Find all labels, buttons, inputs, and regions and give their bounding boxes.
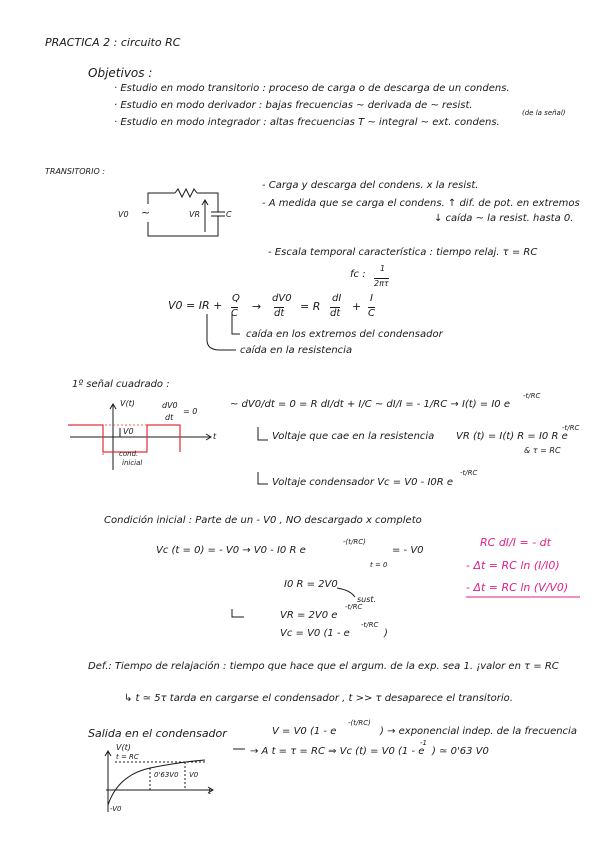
graph-t: t — [213, 432, 217, 441]
graph-v0-label: V0 — [189, 771, 199, 779]
sust-note: sust. — [357, 595, 377, 604]
graph-vt-label: V(t) — [120, 399, 135, 408]
graph-dv0: dV0 — [162, 401, 178, 410]
initial-eq: Vc (t = 0) = - V0 → V0 - I0 R e — [156, 545, 306, 556]
eq-arrow: → — [252, 300, 262, 313]
eq-c: C — [231, 308, 238, 319]
section-heading: 1º señal cuadrado : — [72, 379, 170, 390]
eval-t0: t = 0 — [370, 561, 388, 569]
equation-arrows — [207, 314, 240, 350]
objective-note: (de la señal) — [522, 109, 566, 117]
output-eq-end: ) → exponencial indep. de la frecuencia — [380, 726, 577, 737]
differential-eq: ~ dV0/dt = 0 = R dI/dt + I/C ~ dI/I = - 1/RC → I(t) = I0 e — [230, 399, 511, 410]
fc-label: fc : — [350, 269, 366, 280]
initial-eq-end: = - V0 — [392, 545, 424, 556]
graph-inicial: inicial — [122, 459, 143, 467]
arrow-note: caída en la resistencia — [240, 345, 353, 356]
vr-result: VR = 2V0 e — [280, 610, 338, 621]
graph-063-label: 0'63V0 — [154, 771, 179, 779]
eq-q: Q — [232, 293, 240, 304]
eq-i: I — [370, 293, 373, 304]
objective-item: · Estudio en modo integrador : altas frecuencias T ~ integral ~ ext. condens. — [114, 117, 500, 128]
pink-note: - Δt = RC ln (I/I0) — [466, 559, 560, 572]
exp-superscript: -t/RC — [523, 392, 541, 400]
vcond-eq: Voltaje condensador Vc = V0 - I0R e — [272, 477, 454, 488]
graph-v0: V0 — [123, 427, 134, 436]
eq-equals-r: = R — [300, 300, 321, 313]
exp-superscript: -t/RC — [345, 603, 363, 611]
pink-note: - Δt = RC ln (V/V0) — [466, 581, 569, 594]
arrow-note: caída en los extremos del condensador — [246, 329, 443, 340]
note-line: - A medida que se carga el condens. ↑ dif. de pot. en extremos — [262, 198, 580, 209]
circuit-c-label: C — [226, 210, 232, 219]
graph-cond: cond. — [119, 450, 139, 458]
scale-text: - Escala temporal característica : tiempo relaj. τ = RC — [268, 247, 538, 258]
pink-note: RC dI/I = - dt — [480, 536, 551, 549]
graph-t-label: t — [208, 787, 212, 796]
tau-note: & τ = RC — [524, 446, 561, 455]
exp-superscript: -1 — [420, 739, 427, 747]
exp-superscript: -t/RC — [361, 621, 379, 629]
section-heading: Salida en el condensador — [88, 727, 227, 740]
equation-lhs: V0 = IR + — [168, 299, 223, 312]
vc-result: Vc = V0 (1 - e — [280, 628, 350, 639]
objective-item: · Estudio en modo derivador : bajas frecuencias ~ derivada de ~ resist. — [114, 100, 473, 111]
graph-eq0: = 0 — [183, 407, 198, 416]
eq-dt2: dt — [330, 308, 341, 319]
initial-condition: Condición inicial : Parte de un - V0 , NO descargado x completo — [104, 515, 422, 526]
vr-eq: VR (t) = I(t) R = I0 R e — [456, 431, 568, 442]
capacitor-symbol — [211, 212, 225, 216]
eq-di: dI — [332, 293, 342, 304]
graph-dt: dt — [165, 413, 174, 422]
i0r-eq: I0 R = 2V0 — [284, 579, 338, 590]
objectives-heading: Objetivos : — [88, 66, 153, 80]
eq-dt: dt — [274, 308, 285, 319]
fc-numerator: 1 — [380, 264, 386, 273]
objective-item: · Estudio en modo transitorio : proceso de carga o de descarga de un condens. — [114, 83, 510, 94]
definition-line: ↳ t ≃ 5τ tarda en cargarse el condensador , t >> τ desaparece el transitorio. — [124, 693, 513, 704]
definition-line: Def.: Tiempo de relajación : tiempo que hace que el argum. de la exp. sea 1. ¡valor en τ = RC — [88, 661, 559, 672]
output-eq2-end: ) ≃ 0'63 V0 — [432, 746, 489, 757]
eq-dv: dV0 — [272, 293, 292, 304]
vres-note: Voltaje que cae en la resistencia — [272, 431, 435, 442]
output-eq: V = V0 (1 - e — [272, 726, 337, 737]
circuit-vr-label: VR — [189, 210, 201, 219]
page-title: PRACTICA 2 : circuito RC — [45, 36, 181, 49]
rc-circuit — [148, 189, 225, 236]
output-eq2: → A t = τ = RC ⇒ Vc (t) = V0 (1 - e — [250, 746, 425, 757]
graph-rc-label: t = RC — [116, 753, 139, 761]
note-line: - Carga y descarga del condens. x la resist. — [262, 180, 479, 191]
exp-superscript: -t/RC — [562, 424, 580, 432]
exp-superscript: -(t/RC) — [343, 538, 366, 546]
ac-source-icon: ~ — [141, 206, 151, 219]
note-line: ↓ caída ~ la resist. hasta 0. — [434, 213, 574, 224]
graph-vt-label: V(t) — [116, 743, 131, 752]
exp-superscript: -t/RC — [460, 469, 478, 477]
exp-superscript: -(t/RC) — [348, 719, 371, 727]
eq-c2: C — [368, 308, 375, 319]
eq-plus: + — [352, 300, 362, 313]
fc-denominator: 2πτ — [374, 279, 389, 288]
section-heading: TRANSITORIO : — [45, 167, 105, 176]
graph-neg-label: -V0 — [110, 805, 122, 813]
circuit-v0-label: V0 — [118, 210, 129, 219]
resistor-symbol — [175, 189, 197, 197]
vc-result-end: ) — [384, 628, 388, 639]
